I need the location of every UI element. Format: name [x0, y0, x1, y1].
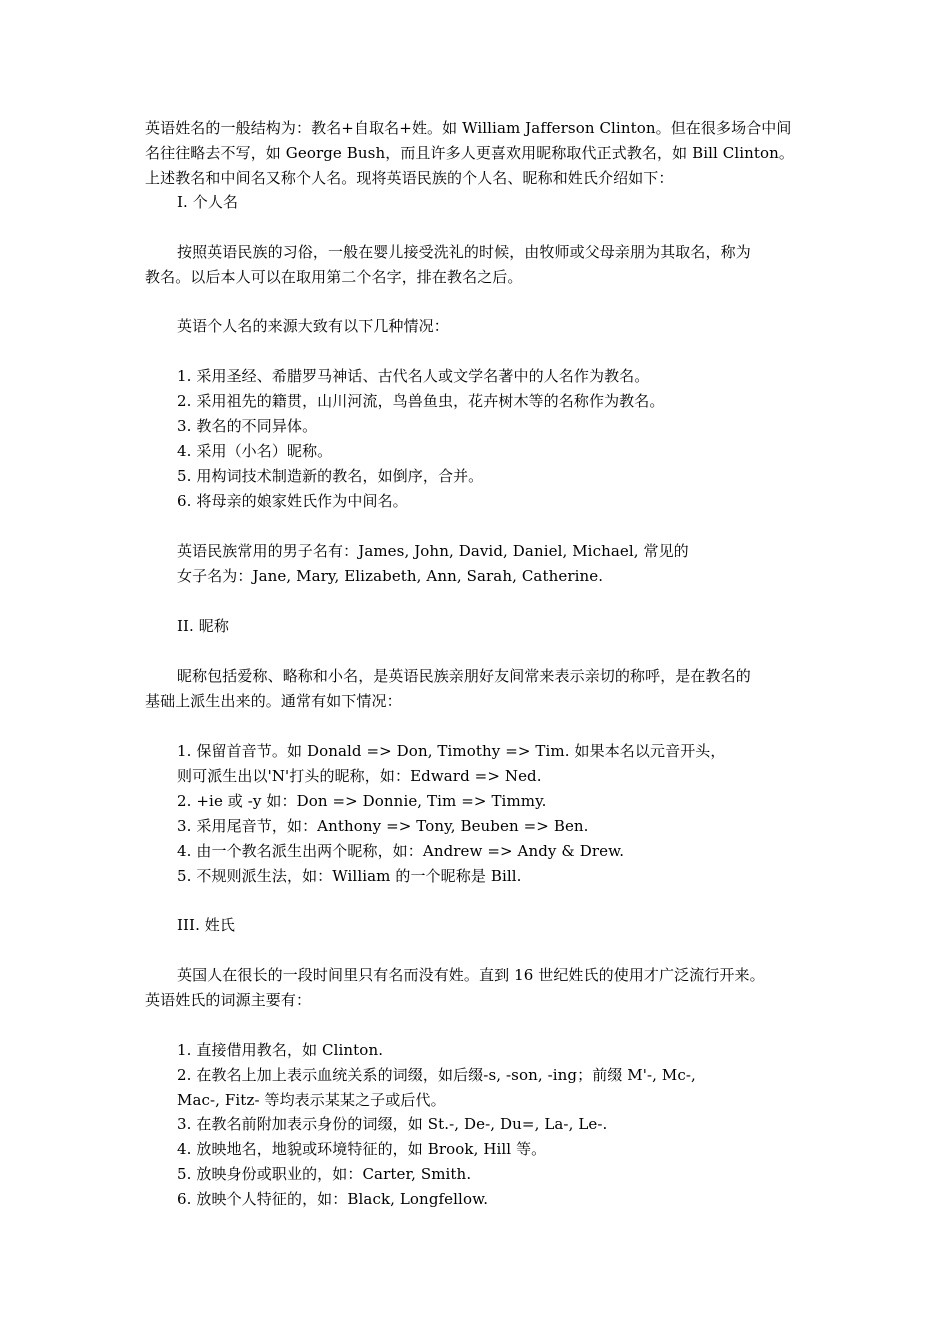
list-item: 3. 教名的不同异体。 — [177, 417, 318, 435]
list-item: 2. +ie 或 -y 如：Don => Donnie, Tim => Timmy. — [177, 792, 547, 810]
list-item: 5. 不规则派生法，如：William 的一个昵称是 Bill. — [177, 867, 522, 885]
list-item: 6. 将母亲的娘家姓氏作为中间名。 — [177, 492, 408, 510]
list-item: 6. 放映个人特征的，如：Black, Longfellow. — [177, 1190, 489, 1208]
section-heading-nickname: II. 昵称 — [177, 617, 229, 635]
list-item: 3. 采用尾音节，如：Anthony => Tony, Beuben => Ben. — [177, 817, 589, 835]
list-item: 3. 在教名前附加表示身份的词缀，如 St.-, De-, Du=, La-, Le-. — [177, 1115, 608, 1133]
intro-line: 上述教名和中间名又称个人名。现将英语民族的个人名、昵称和姓氏介绍如下： — [145, 169, 674, 187]
list-item: 4. 由一个教名派生出两个昵称，如：Andrew => Andy & Drew. — [177, 842, 625, 860]
paragraph-line: 英语姓氏的词源主要有： — [145, 991, 312, 1009]
section-heading-personal-name: I. 个人名 — [177, 193, 239, 211]
paragraph-line: 英国人在很长的一段时间里只有名而没有姓。直到 16 世纪姓氏的使用才广泛流行开来。 — [177, 966, 765, 984]
paragraph-line: 按照英语民族的习俗，一般在婴儿接受洗礼的时候，由牧师或父母亲朋为其取名，称为 — [177, 243, 751, 261]
paragraph-line: 女子名为：Jane, Mary, Elizabeth, Ann, Sarah, Catherine. — [177, 567, 604, 585]
paragraph-line: 基础上派生出来的。通常有如下情况： — [145, 692, 402, 710]
list-item: 4. 放映地名，地貌或环境特征的，如 Brook, Hill 等。 — [177, 1140, 547, 1158]
list-item: 1. 直接借用教名，如 Clinton. — [177, 1041, 384, 1059]
paragraph-line: 教名。以后本人可以在取用第二个名字，排在教名之后。 — [145, 268, 523, 286]
list-item: 则可派生出以'N'打头的昵称，如：Edward => Ned. — [177, 767, 542, 785]
intro-line: 名往往略去不写，如 George Bush，而且许多人更喜欢用昵称取代正式教名，如 Bill Clinton。 — [145, 144, 795, 162]
list-item: 2. 在教名上加上表示血统关系的词缀，如后缀-s, -son, -ing；前缀 M'-, Mc-, — [177, 1066, 696, 1084]
paragraph-line: 英语个人名的来源大致有以下几种情况： — [177, 317, 449, 335]
list-item: Mac-, Fitz- 等均表示某某之子或后代。 — [177, 1091, 446, 1109]
list-item: 5. 放映身份或职业的，如：Carter, Smith. — [177, 1165, 472, 1183]
list-item: 4. 采用（小名）昵称。 — [177, 442, 333, 460]
paragraph-line: 英语民族常用的男子名有：James, John, David, Daniel, Michael, 常见的 — [177, 542, 689, 560]
paragraph-line: 昵称包括爱称、略称和小名，是英语民族亲朋好友间常来表示亲切的称呼，是在教名的 — [177, 667, 751, 685]
intro-line: 英语姓名的一般结构为：教名+自取名+姓。如 William Jafferson Clinton。但在很多场合中间 — [145, 119, 792, 137]
list-item: 5. 用构词技术制造新的教名，如倒序，合并。 — [177, 467, 484, 485]
section-heading-surname: III. 姓氏 — [177, 916, 236, 934]
list-item: 1. 保留首音节。如 Donald => Don, Timothy => Tim. 如果本名以元音开头， — [177, 742, 726, 760]
list-item: 1. 采用圣经、希腊罗马神话、古代名人或文学名著中的人名作为教名。 — [177, 367, 650, 385]
list-item: 2. 采用祖先的籍贯，山川河流，鸟兽鱼虫，花卉树木等的名称作为教名。 — [177, 392, 665, 410]
